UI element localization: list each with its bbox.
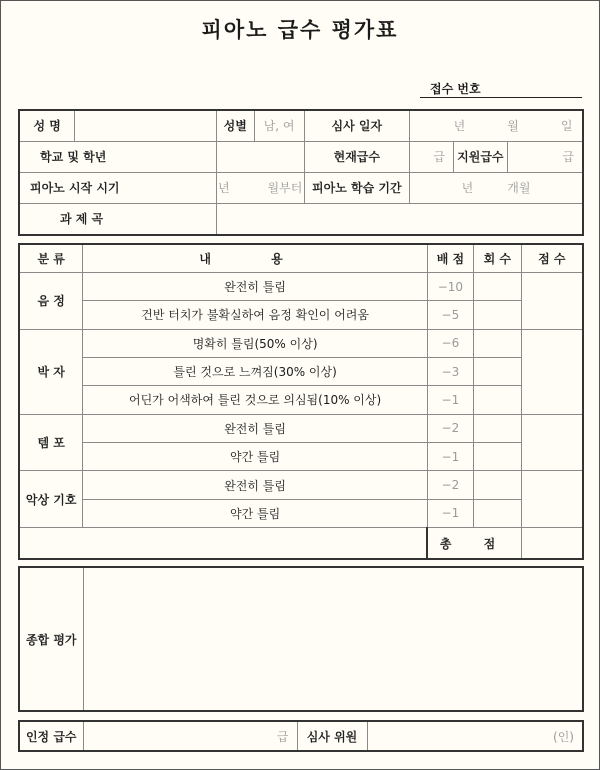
count-cell[interactable] <box>473 357 521 385</box>
header-content: 내 용 <box>83 244 428 272</box>
row-content: 완전히 틀림 <box>83 272 428 300</box>
row-points: −5 <box>427 301 473 329</box>
row-content: 약간 틀림 <box>83 443 428 471</box>
name-label: 성 명 <box>19 110 75 141</box>
applied-grade-label: 지원급수 <box>453 141 507 172</box>
start-year: 년 <box>217 181 230 195</box>
score-cell[interactable] <box>521 471 583 528</box>
count-cell[interactable] <box>473 272 521 300</box>
header-count: 회 수 <box>473 244 521 272</box>
exam-date-field[interactable] <box>410 110 583 141</box>
certified-table <box>18 720 584 752</box>
current-grade-label: 현재급수 <box>304 141 410 172</box>
count-cell[interactable] <box>473 443 521 471</box>
piece-label: 과 제 곡 <box>19 203 216 235</box>
total-spacer <box>19 528 427 559</box>
category-pitch: 음 정 <box>19 272 83 329</box>
applicant-info-table <box>18 109 584 236</box>
score-table <box>18 243 584 560</box>
header-score: 점 수 <box>521 244 583 272</box>
certified-label: 인정 급수 <box>19 721 83 751</box>
row-content: 명확히 틀림(50% 이상) <box>83 329 428 357</box>
certified-field[interactable]: 급 <box>83 721 297 751</box>
exam-date-day: 일 <box>560 119 573 134</box>
exam-date-year: 년 <box>453 119 466 134</box>
gender-label: 성별 <box>216 110 254 141</box>
count-cell[interactable] <box>473 414 521 442</box>
row-content: 약간 틀림 <box>83 499 428 527</box>
total-field[interactable] <box>521 528 583 559</box>
form-title: 피아노 급수 평가표 <box>201 18 399 42</box>
category-tempo: 템 포 <box>19 414 83 471</box>
count-cell[interactable] <box>473 301 521 329</box>
row-points: −6 <box>427 329 473 357</box>
examiner-label: 심사 위원 <box>297 721 367 751</box>
period-field[interactable] <box>410 172 583 203</box>
school-field[interactable] <box>216 141 304 172</box>
count-cell[interactable] <box>473 499 521 527</box>
school-label: 학교 및 학년 <box>19 141 216 172</box>
score-cell[interactable] <box>521 414 583 471</box>
total-label: 총 점 <box>427 528 521 559</box>
seal-mark: (인) <box>553 729 574 744</box>
row-content: 틀린 것으로 느껴짐(30% 이상) <box>83 357 428 385</box>
row-points: −2 <box>427 414 473 442</box>
score-cell[interactable] <box>521 272 583 329</box>
category-rhythm: 박 자 <box>19 329 83 414</box>
overall-table <box>18 566 584 712</box>
row-points: −3 <box>427 357 473 385</box>
count-cell[interactable] <box>473 386 521 414</box>
row-content: 건반 터치가 불확실하여 음정 확인이 어려움 <box>83 301 428 329</box>
start-month: 월부터 <box>267 181 303 195</box>
overall-label: 종합 평가 <box>19 567 83 711</box>
receipt-number-field[interactable] <box>420 80 582 98</box>
header-points: 배 점 <box>427 244 473 272</box>
start-field[interactable] <box>216 172 304 203</box>
row-points: −1 <box>427 443 473 471</box>
period-months: 개월 <box>507 181 531 195</box>
exam-date-month: 월 <box>507 119 519 134</box>
category-dynamics: 악상 기호 <box>19 471 83 528</box>
row-points: −1 <box>427 386 473 414</box>
count-cell[interactable] <box>473 471 521 499</box>
examiner-field[interactable] <box>367 721 583 751</box>
start-label: 피아노 시작 시기 <box>19 172 216 203</box>
row-content: 완전히 틀림 <box>83 471 428 499</box>
count-cell[interactable] <box>473 329 521 357</box>
row-content: 어딘가 어색하여 틀린 것으로 의심됨(10% 이상) <box>83 386 428 414</box>
header-category: 분 류 <box>19 244 83 272</box>
gender-field[interactable]: 남, 여 <box>254 110 304 141</box>
exam-date-label: 심사 일자 <box>304 110 410 141</box>
piece-field[interactable] <box>216 203 583 235</box>
period-label: 피아노 학습 기간 <box>304 172 410 203</box>
receipt-number-label: 접수 번호 <box>430 82 481 96</box>
period-year: 년 <box>461 181 474 195</box>
row-points: −10 <box>427 272 473 300</box>
score-cell[interactable] <box>521 329 583 414</box>
row-content: 완전히 틀림 <box>83 414 428 442</box>
row-points: −2 <box>427 471 473 499</box>
overall-field[interactable] <box>83 567 583 711</box>
name-field[interactable] <box>75 110 216 141</box>
row-points: −1 <box>427 499 473 527</box>
applied-grade-field[interactable]: 급 <box>507 141 583 172</box>
current-grade-field[interactable]: 급 <box>410 141 454 172</box>
